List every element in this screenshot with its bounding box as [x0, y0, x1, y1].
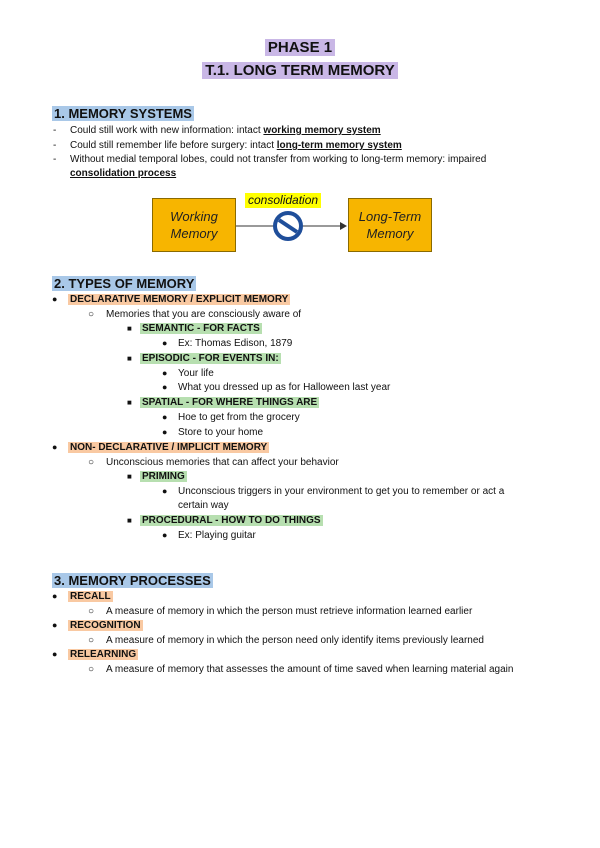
episodic-item-1: Your life — [178, 368, 214, 379]
bullet-icon: ● — [162, 412, 168, 422]
circle-bullet-icon: ○ — [88, 635, 95, 646]
spatial-item-2: Store to your home — [178, 427, 264, 438]
bullet-icon: ● — [162, 486, 168, 496]
bullet-icon: ● — [162, 427, 168, 437]
episodic-item-2: What you dressed up as for Halloween last year — [178, 382, 391, 393]
bullet-icon: ● — [162, 382, 168, 392]
bullet-icon: ● — [162, 338, 168, 348]
bullet-icon: ● — [52, 591, 58, 601]
procedural-item-1: Ex: Playing guitar — [178, 530, 256, 541]
topic-title: T.1. LONG TERM MEMORY — [0, 61, 600, 81]
memory-system-item-2: Could still remember life before surgery: intact long-term memory system — [70, 140, 402, 151]
semantic-label: SEMANTIC - FOR FACTS — [142, 323, 260, 334]
nondeclarative-memory-label: NON- DECLARATIVE / IMPLICIT MEMORY — [70, 442, 268, 453]
bullet-icon: ● — [162, 530, 168, 540]
procedural-label: PROCEDURAL - HOW TO DO THINGS — [142, 515, 321, 526]
circle-bullet-icon: ○ — [88, 664, 95, 675]
bullet-icon: ● — [52, 442, 58, 452]
memory-system-item-3: Without medial temporal lobes, could not transfer from working to long-term memory: impaired — [70, 154, 487, 165]
recognition-label: RECOGNITION — [70, 620, 141, 631]
priming-item-1-cont: certain way — [178, 500, 229, 511]
recognition-desc: A measure of memory in which the person need only identify items previously learned — [106, 635, 484, 646]
nondeclarative-desc: Unconscious memories that can affect your behavior — [106, 457, 339, 468]
section-heading-memory-processes: 3. MEMORY PROCESSES — [54, 573, 211, 588]
dash-marker: - — [53, 140, 57, 151]
circle-bullet-icon: ○ — [88, 457, 95, 468]
dash-marker: - — [53, 125, 57, 136]
bullet-icon: ● — [52, 649, 58, 659]
circle-bullet-icon: ○ — [88, 606, 95, 617]
bullet-icon: ● — [162, 368, 168, 378]
circle-bullet-icon: ○ — [88, 309, 95, 320]
memory-system-item-1: Could still work with new information: intact working memory system — [70, 125, 381, 136]
square-bullet-icon: ■ — [127, 354, 132, 363]
section-heading-memory-systems: 1. MEMORY SYSTEMS — [54, 106, 192, 121]
declarative-memory-label: DECLARATIVE MEMORY / EXPLICIT MEMORY — [70, 294, 289, 305]
memory-system-item-3-cont: consolidation process — [70, 168, 177, 179]
square-bullet-icon: ■ — [127, 398, 132, 407]
spatial-label: SPATIAL - FOR WHERE THINGS ARE — [142, 397, 318, 408]
phase-title: PHASE 1 — [0, 38, 600, 58]
section-heading-types-of-memory: 2. TYPES OF MEMORY — [54, 276, 195, 291]
relearning-label: RELEARNING — [70, 649, 137, 660]
square-bullet-icon: ■ — [127, 324, 132, 333]
declarative-desc: Memories that you are consciously aware of — [106, 309, 302, 320]
priming-item-1: Unconscious triggers in your environment to get you to remember or act a — [178, 486, 505, 497]
long-term-memory-box: Long-Term Memory — [348, 198, 432, 252]
bullet-icon: ● — [52, 620, 58, 630]
relearning-desc: A measure of memory that assesses the amount of time saved when learning material again — [106, 664, 514, 675]
working-memory-box: Working Memory — [152, 198, 236, 252]
bullet-icon: ● — [52, 294, 58, 304]
priming-label: PRIMING — [142, 471, 185, 482]
recall-desc: A measure of memory in which the person must retrieve information learned earlier — [106, 606, 473, 617]
recall-label: RECALL — [70, 591, 111, 602]
episodic-label: EPISODIC - FOR EVENTS IN: — [142, 353, 279, 364]
square-bullet-icon: ■ — [127, 472, 132, 481]
dash-marker: - — [53, 154, 57, 165]
spatial-item-1: Hoe to get from the grocery — [178, 412, 300, 423]
square-bullet-icon: ■ — [127, 516, 132, 525]
semantic-item-1: Ex: Thomas Edison, 1879 — [178, 338, 293, 349]
consolidation-arrow — [234, 206, 348, 246]
consolidation-label: consolidation — [245, 193, 321, 208]
